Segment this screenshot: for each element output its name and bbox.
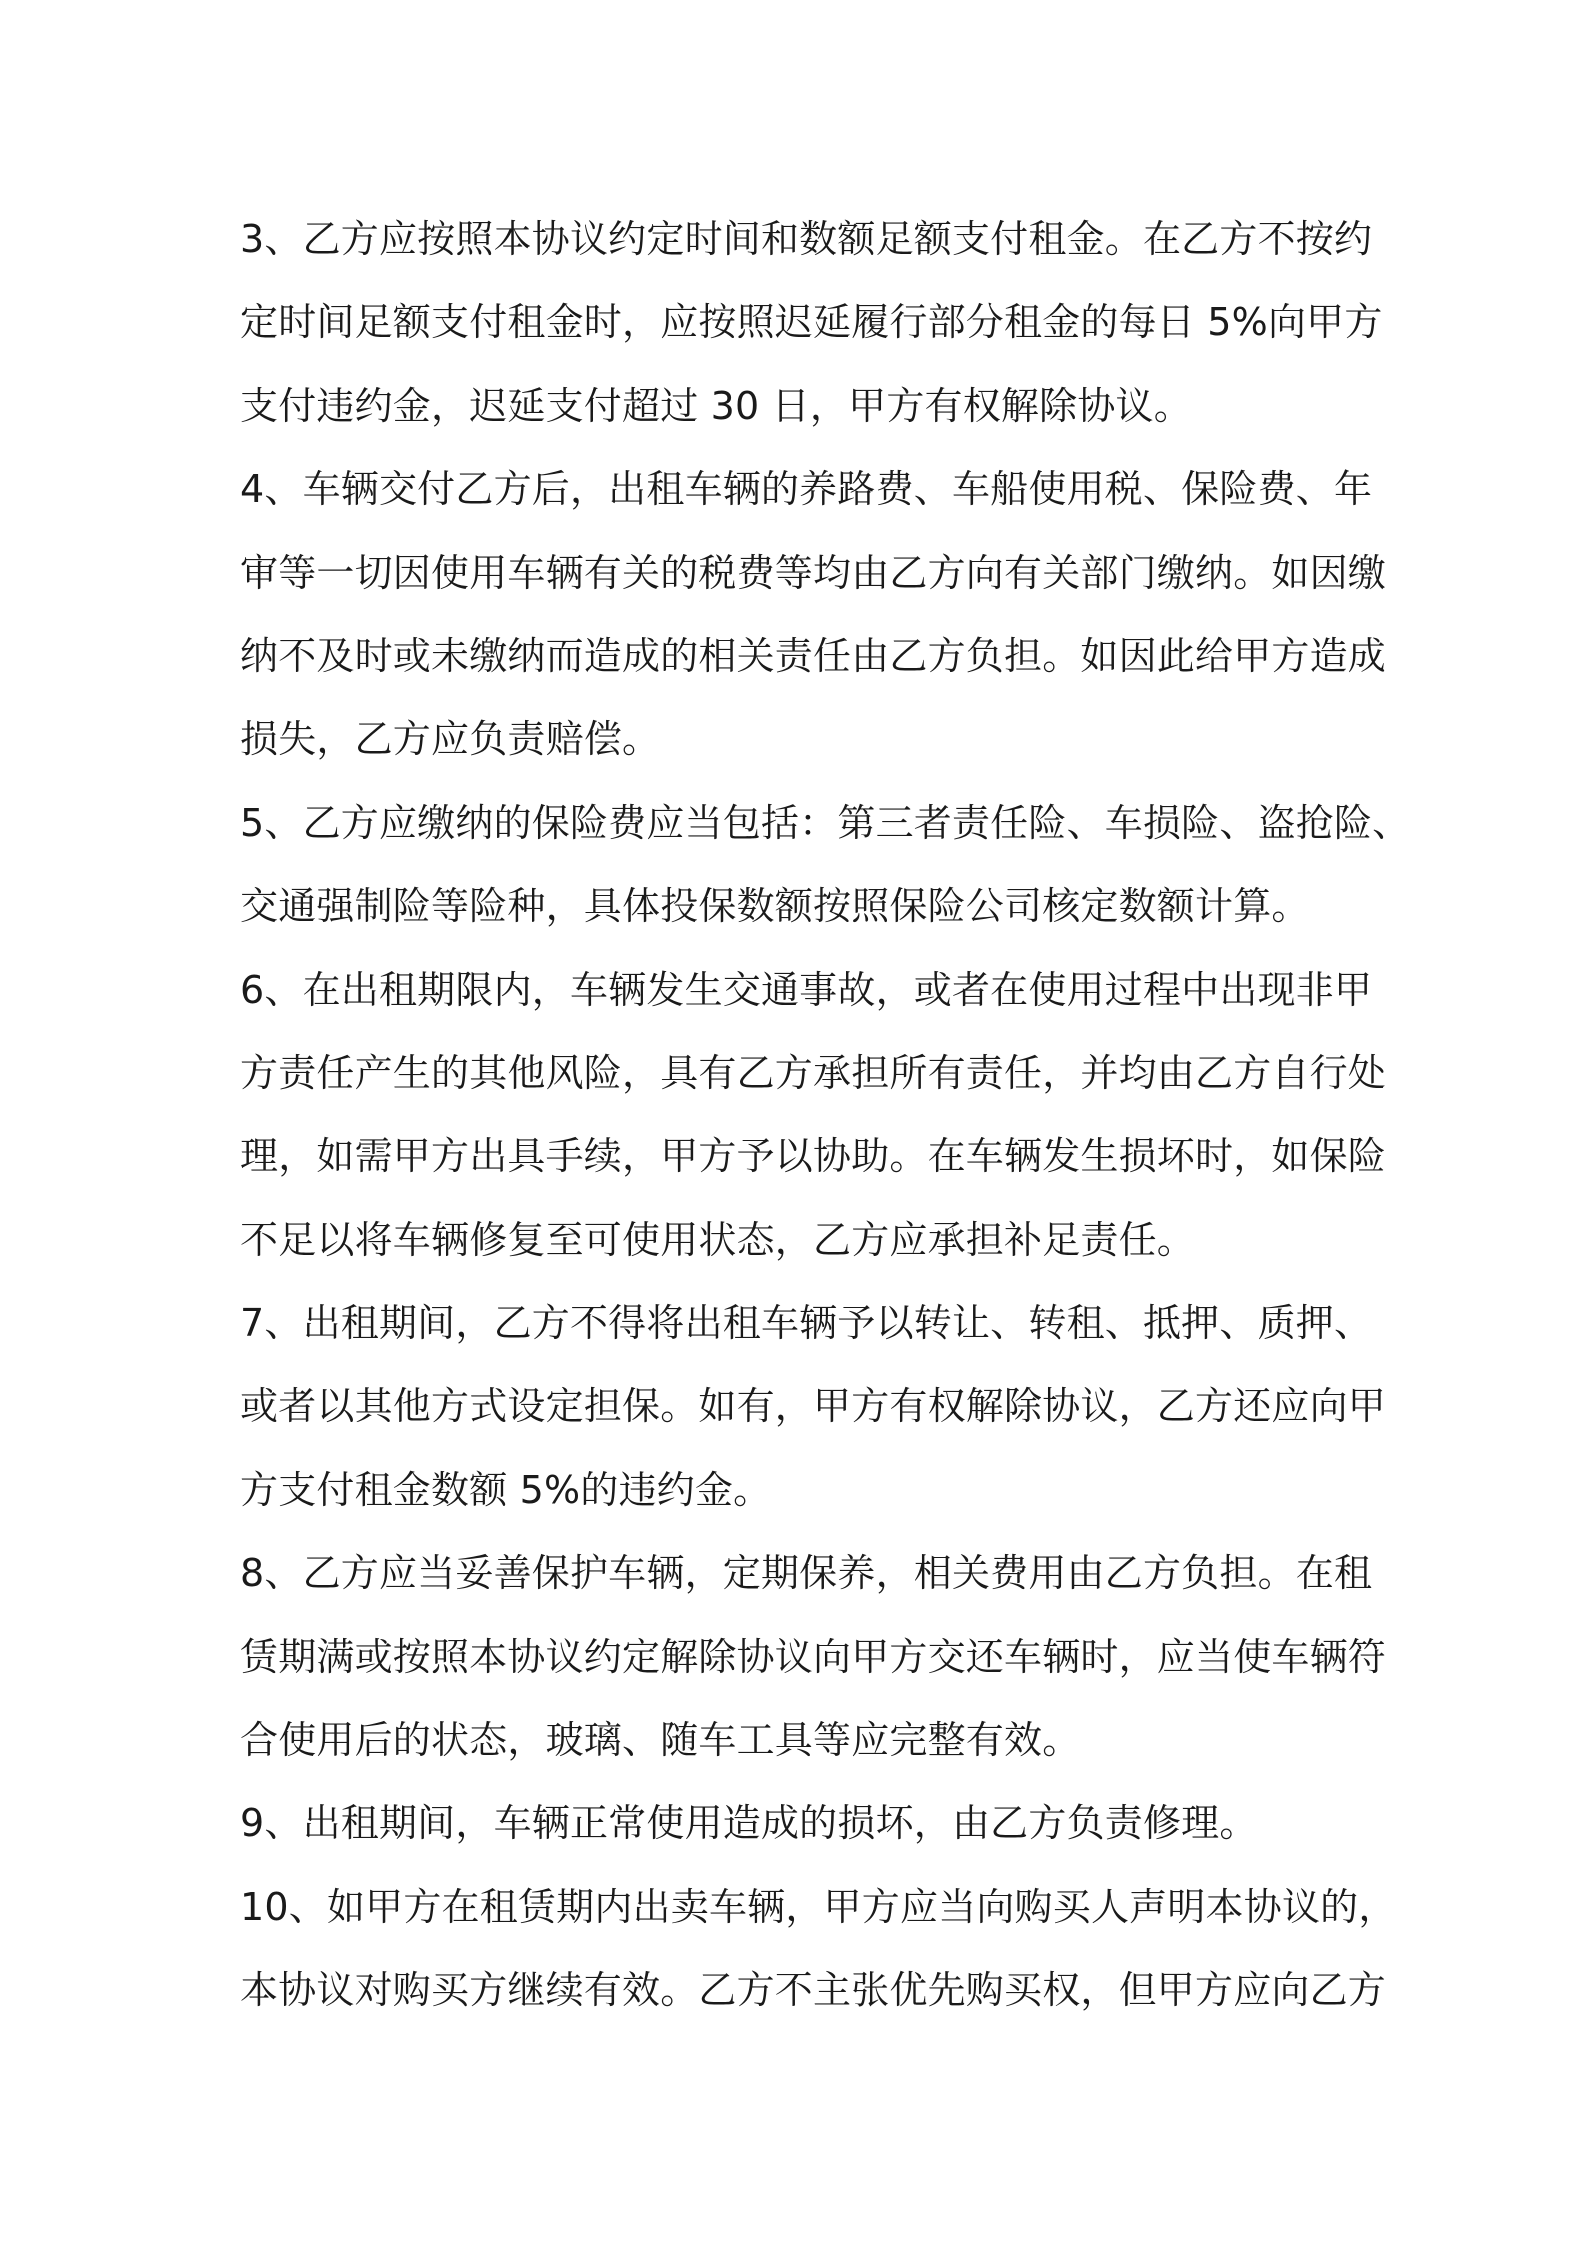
document-body (240, 198, 1411, 2033)
text-line: 纳不及时或未缴纳而造成的相关责任由乙方负担。如因此给甲方造成 (240, 633, 1387, 678)
text-line: 不足以将车辆修复至可使用状态，乙方应承担补足责任。 (240, 1217, 1196, 1262)
text-line: 审等一切因使用车辆有关的税费等均由乙方向有关部门缴纳。如因缴 (240, 550, 1387, 595)
text-line: 合使用后的状态，玻璃、随车工具等应完整有效。 (240, 1718, 1081, 1763)
text-line: 损失，乙方应负责赔偿。 (240, 717, 661, 762)
text-line: 交通强制险等险种，具体投保数额按照保险公司核定数额计算。 (240, 884, 1310, 929)
text-line: 8、乙方应当妥善保护车辆，定期保养，相关费用由乙方负担。在租 (240, 1551, 1373, 1596)
text-line: 赁期满或按照本协议约定解除协议向甲方交还车辆时，应当使车辆符 (240, 1634, 1387, 1679)
text-line: 7、出租期间，乙方不得将出租车辆予以转让、转租、抵押、质押、 (240, 1301, 1373, 1346)
text-line: 支付违约金，迟延支付超过 30 日，甲方有权解除协议。 (240, 383, 1192, 428)
text-line: 或者以其他方式设定担保。如有，甲方有权解除协议，乙方还应向甲 (240, 1384, 1387, 1429)
text-line: 本协议对购买方继续有效。乙方不主张优先购买权，但甲方应向乙方 (240, 1968, 1387, 2013)
text-line: 9、出租期间，车辆正常使用造成的损坏，由乙方负责修理。 (240, 1801, 1258, 1846)
text-line: 方支付租金数额 5%的违约金。 (240, 1467, 772, 1512)
text-line: 方责任产生的其他风险，具有乙方承担所有责任，并均由乙方自行处 (240, 1050, 1387, 1095)
text-line: 4、车辆交付乙方后，出租车辆的养路费、车船使用税、保险费、年 (240, 467, 1373, 512)
text-line: 3、乙方应按照本协议约定时间和数额足额支付租金。在乙方不按约 (240, 217, 1373, 261)
text-line: 5、乙方应缴纳的保险费应当包括：第三者责任险、车损险、盗抢险、 (240, 800, 1411, 845)
text-line: 6、在出租期限内，车辆发生交通事故，或者在使用过程中出现非甲 (240, 967, 1373, 1012)
text-line: 10、如甲方在租赁期内出卖车辆，甲方应当向购买人声明本协议的， (240, 1884, 1397, 1929)
text-line: 理，如需甲方出具手续，甲方予以协助。在车辆发生损坏时，如保险 (240, 1134, 1387, 1179)
text-line: 定时间足额支付租金时，应按照迟延履行部分租金的每日 5%向甲方 (240, 300, 1383, 345)
